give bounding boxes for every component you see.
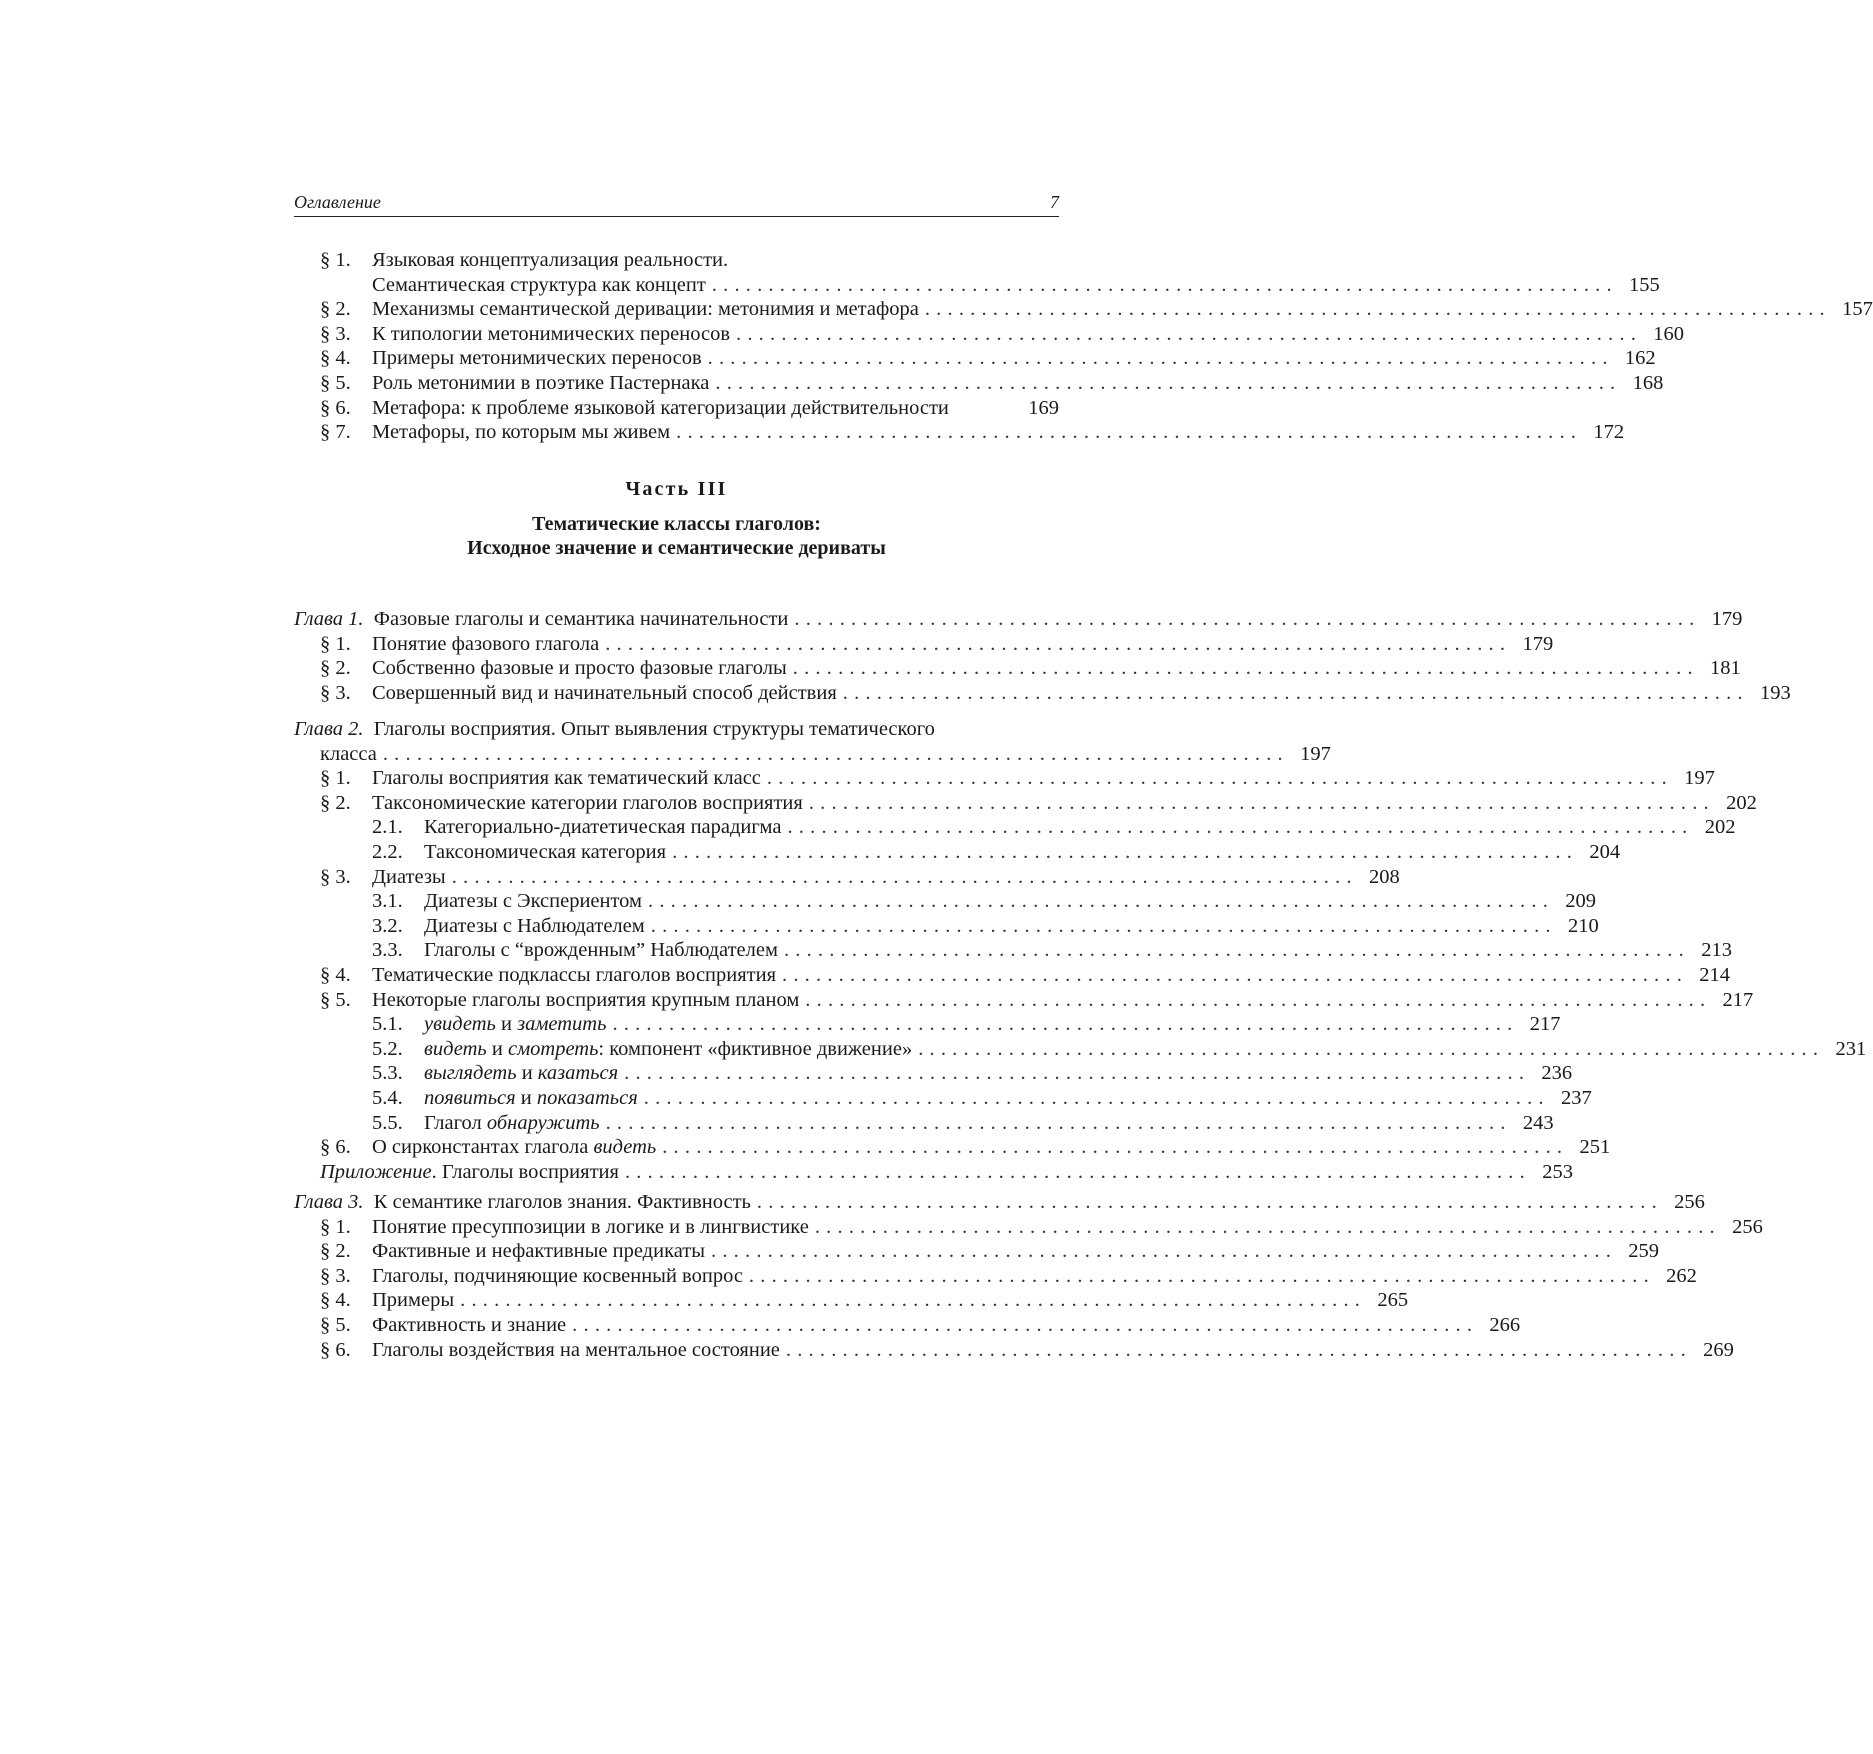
dot-leader: ................................................................................ bbox=[676, 421, 1583, 444]
entry-title-verb1: появиться bbox=[424, 1086, 516, 1109]
entry-title-verb: обнаружить bbox=[486, 1111, 600, 1134]
toc-chapter-2 bbox=[294, 717, 1867, 1184]
toc-entry[interactable] bbox=[294, 396, 1059, 421]
dot-leader: ................................................................................ bbox=[785, 1338, 1692, 1361]
dot-leader: ................................................................................ bbox=[766, 767, 1673, 790]
entry-number: § 3. bbox=[320, 681, 351, 704]
entry-title-verb1: увидеть bbox=[424, 1013, 496, 1036]
entry-page: 168 bbox=[1632, 371, 1664, 394]
entry-title: Метафора: к проблеме языковой категоризации действительности bbox=[372, 396, 949, 419]
entry-number: § 5. bbox=[320, 371, 351, 394]
toc-entry[interactable] bbox=[294, 297, 1873, 322]
toc-entry[interactable] bbox=[294, 681, 1791, 706]
dot-leader: ................................................................................ bbox=[605, 632, 1512, 655]
entry-title-verb2: казаться bbox=[537, 1062, 619, 1085]
toc-subentry[interactable] bbox=[294, 914, 1599, 939]
toc-page bbox=[294, 190, 1873, 1361]
entry-number: § 2. bbox=[320, 791, 351, 814]
dot-leader: ................................................................................ bbox=[605, 1111, 1512, 1134]
toc-entry[interactable] bbox=[294, 1135, 1611, 1160]
toc-entry[interactable] bbox=[294, 791, 1757, 816]
entry-title: Диатезы с Экспериентом bbox=[424, 890, 643, 913]
entry-title: Глаголы восприятия как тематический класс bbox=[372, 767, 761, 790]
dot-leader: ................................................................................ bbox=[624, 1062, 1531, 1085]
entry-page: 208 bbox=[1368, 865, 1400, 888]
entry-title: Глаголы, подчиняющие косвенный вопрос bbox=[372, 1264, 743, 1287]
entry-title: Категориально-диатетическая парадигма bbox=[424, 816, 782, 839]
entry-title: Понятие пресуппозиции в логике и в лингвистике bbox=[372, 1215, 809, 1238]
toc-entry[interactable] bbox=[294, 1338, 1734, 1363]
entry-number: § 4. bbox=[320, 963, 351, 986]
toc-entry[interactable] bbox=[294, 322, 1685, 347]
toc-subentry[interactable] bbox=[294, 889, 1597, 914]
entry-title: Фактивность и знание bbox=[372, 1313, 567, 1336]
chapter-entry[interactable] bbox=[294, 717, 1059, 742]
dot-leader: ................................................................................ bbox=[662, 1136, 1569, 1159]
dot-leader: ................................................................................ bbox=[794, 608, 1701, 630]
entry-number: 3.2. bbox=[372, 914, 403, 937]
toc-entry[interactable] bbox=[294, 865, 1400, 890]
entry-title-line1: Языковая концептуализация реальности. bbox=[372, 249, 729, 271]
chapter-title: Глаголы восприятия. Опыт выявления структуры тематического bbox=[373, 718, 935, 740]
toc-entry[interactable] bbox=[294, 963, 1731, 988]
entry-page: 269 bbox=[1703, 1338, 1734, 1361]
entry-number: § 2. bbox=[320, 657, 351, 680]
entry-number: § 7. bbox=[320, 421, 351, 444]
toc-entry[interactable] bbox=[294, 1264, 1697, 1289]
entry-title-rest: : компонент «фиктивное движение» bbox=[598, 1037, 913, 1060]
entry-number: 2.2. bbox=[372, 840, 403, 863]
toc-entry[interactable] bbox=[294, 248, 1059, 273]
entry-page: 265 bbox=[1377, 1289, 1409, 1312]
toc-chapter-1 bbox=[294, 607, 1791, 705]
dot-leader: ................................................................................ bbox=[460, 1289, 1367, 1312]
entry-page: 193 bbox=[1760, 681, 1791, 704]
entry-title-verb2: смотреть bbox=[507, 1037, 599, 1060]
entry-title: Роль метонимии в поэтике Пастернака bbox=[372, 371, 710, 394]
toc-subentry[interactable] bbox=[294, 1012, 1561, 1037]
dot-leader: ................................................................................ bbox=[783, 939, 1690, 962]
entry-page: 204 bbox=[1589, 840, 1621, 863]
entry-title-conj: и bbox=[486, 1037, 508, 1060]
toc-entry[interactable] bbox=[294, 1215, 1763, 1240]
entry-page: 160 bbox=[1653, 322, 1685, 345]
entry-title-verb1: выглядеть bbox=[424, 1062, 517, 1085]
entry-title-conj: и bbox=[495, 1013, 518, 1036]
toc-entry[interactable] bbox=[294, 988, 1754, 1013]
entry-number: § 1. bbox=[320, 249, 351, 271]
entry-number: § 5. bbox=[320, 988, 351, 1011]
toc-entry[interactable] bbox=[294, 1313, 1521, 1338]
entry-title-verb2: заметить bbox=[517, 1013, 607, 1036]
entry-number: 5.1. bbox=[372, 1013, 403, 1036]
entry-page: 266 bbox=[1489, 1313, 1521, 1336]
part-title-line2: Исходное значение и семантические дериваты bbox=[467, 537, 886, 559]
entry-title: Семантическая структура как концепт bbox=[372, 273, 706, 296]
entry-title: Тематические подклассы глаголов восприятия bbox=[372, 963, 777, 986]
entry-title-verb1: видеть bbox=[424, 1037, 487, 1060]
entry-title: Механизмы семантической деривации: метонимия и метафора bbox=[372, 298, 919, 321]
chapter-entry[interactable] bbox=[294, 1190, 1705, 1215]
toc-entry[interactable] bbox=[294, 656, 1741, 681]
entry-number: 3.3. bbox=[372, 939, 403, 962]
chapter-entry-cont[interactable] bbox=[294, 742, 1331, 767]
chapter-label: Глава 1. bbox=[294, 608, 364, 630]
chapter-page: 256 bbox=[1674, 1191, 1705, 1213]
toc-subentry[interactable] bbox=[294, 1111, 1554, 1136]
entry-page: 213 bbox=[1701, 939, 1732, 962]
entry-number: § 4. bbox=[320, 347, 351, 370]
dot-leader: ................................................................................ bbox=[572, 1313, 1479, 1336]
entry-number: § 3. bbox=[320, 322, 351, 345]
toc-entry[interactable] bbox=[294, 346, 1656, 371]
dot-leader: ................................................................................ bbox=[672, 840, 1579, 863]
chapter-label: Глава 3. bbox=[294, 1191, 364, 1213]
entry-number: § 3. bbox=[320, 1264, 351, 1287]
entry-title: Глаголы воздействия на ментальное состояние bbox=[372, 1338, 780, 1361]
entry-title: К типологии метонимических переносов bbox=[372, 322, 731, 345]
entry-number: 5.3. bbox=[372, 1062, 403, 1085]
entry-title: Таксономические категории глаголов восприятия bbox=[372, 791, 803, 814]
chapter-page: 179 bbox=[1711, 608, 1743, 630]
entry-title: Совершенный вид и начинательный способ действия bbox=[372, 681, 837, 704]
toc-chapter-3 bbox=[294, 1190, 1763, 1362]
dot-leader: ................................................................................ bbox=[382, 742, 1289, 765]
dot-leader: ................................................................................ bbox=[711, 273, 1618, 296]
entry-title-text: О сирконстантах глагола bbox=[372, 1136, 594, 1159]
entry-title: Примеры bbox=[372, 1289, 455, 1312]
toc-entry[interactable] bbox=[294, 1288, 1409, 1313]
chapter-title-cont: класса bbox=[320, 742, 377, 765]
toc-subentry[interactable] bbox=[294, 1061, 1573, 1086]
dot-leader: ................................................................................ bbox=[756, 1191, 1663, 1213]
dot-leader: ................................................................................ bbox=[707, 347, 1614, 370]
entry-page: 217 bbox=[1722, 988, 1754, 1011]
entry-title: Понятие фазового глагола bbox=[372, 632, 600, 655]
entry-title: Метафоры, по которым мы живем bbox=[372, 421, 671, 444]
entry-page: 237 bbox=[1561, 1086, 1592, 1109]
dot-leader: ................................................................................ bbox=[711, 1240, 1618, 1263]
toc-part2-tail bbox=[294, 248, 1873, 445]
entry-page: 214 bbox=[1699, 963, 1731, 986]
dot-leader: ................................................................................ bbox=[715, 371, 1622, 394]
dot-leader: ................................................................................ bbox=[814, 1215, 1721, 1238]
entry-title-verb2: показаться bbox=[536, 1086, 638, 1109]
chapter-entry[interactable] bbox=[294, 607, 1743, 632]
entry-title: Примеры метонимических переносов bbox=[372, 347, 702, 370]
toc-entry[interactable] bbox=[294, 632, 1554, 657]
chapter-title: Фазовые глаголы и семантика начинательности bbox=[373, 608, 789, 630]
running-head-title: Оглавление bbox=[294, 192, 381, 212]
entry-page: 155 bbox=[1629, 273, 1660, 296]
dot-leader: ................................................................................ bbox=[805, 988, 1712, 1011]
toc-entry[interactable] bbox=[294, 371, 1664, 396]
entry-title: Некоторые глаголы восприятия крупным планом bbox=[372, 988, 800, 1011]
entry-page: 231 bbox=[1835, 1037, 1867, 1060]
dot-leader: ................................................................................ bbox=[736, 322, 1643, 345]
entry-title: Фактивные и нефактивные предикаты bbox=[372, 1240, 706, 1263]
entry-page: 251 bbox=[1579, 1136, 1611, 1159]
toc-appendix-entry[interactable] bbox=[294, 1160, 1573, 1185]
entry-number: § 2. bbox=[320, 298, 351, 321]
dot-leader: ................................................................................ bbox=[451, 865, 1358, 888]
entry-page: 172 bbox=[1593, 421, 1625, 444]
entry-page: 179 bbox=[1522, 632, 1554, 655]
toc-entry[interactable] bbox=[294, 1239, 1660, 1264]
running-head-page-number: 7 bbox=[1050, 192, 1059, 212]
dot-leader: ................................................................................ bbox=[624, 1160, 1531, 1183]
entry-number: 2.1. bbox=[372, 816, 403, 839]
part-title-line1: Тематические классы глаголов: bbox=[532, 513, 821, 535]
entry-number: § 6. bbox=[320, 1338, 351, 1361]
dot-leader: ................................................................................ bbox=[924, 298, 1831, 321]
dot-leader: ................................................................................ bbox=[650, 914, 1557, 937]
entry-number: § 1. bbox=[320, 632, 351, 655]
entry-title: Диатезы с Наблюдателем bbox=[424, 914, 645, 937]
entry-number: 5.4. bbox=[372, 1086, 403, 1109]
entry-number: 5.5. bbox=[372, 1111, 403, 1134]
entry-number: § 6. bbox=[320, 396, 351, 419]
entry-page: 169 bbox=[1028, 396, 1059, 419]
dot-leader: ................................................................................ bbox=[787, 816, 1694, 839]
entry-page: 181 bbox=[1710, 657, 1741, 680]
dot-leader: ................................................................................ bbox=[643, 1086, 1550, 1109]
entry-title-conj: и bbox=[515, 1086, 537, 1109]
chapter-title: К семантике глаголов знания. Фактивность bbox=[373, 1191, 751, 1213]
entry-title: Собственно фазовые и просто фазовые глаголы bbox=[372, 657, 787, 680]
part-label: Часть III bbox=[625, 478, 728, 500]
entry-number: 5.2. bbox=[372, 1037, 403, 1060]
toc-entry[interactable] bbox=[294, 766, 1715, 791]
entry-page: 253 bbox=[1542, 1160, 1573, 1183]
toc-entry-cont[interactable] bbox=[294, 273, 1660, 298]
entry-number: § 2. bbox=[320, 1240, 351, 1263]
entry-page: 262 bbox=[1666, 1264, 1697, 1287]
entry-page: 217 bbox=[1529, 1013, 1561, 1036]
entry-title-conj: и bbox=[516, 1062, 538, 1085]
dot-leader: ................................................................................ bbox=[748, 1264, 1655, 1287]
entry-page: 236 bbox=[1541, 1062, 1573, 1085]
dot-leader: ................................................................................ bbox=[612, 1013, 1519, 1036]
chapter-label: Глава 2. bbox=[294, 718, 364, 740]
toc-entry[interactable] bbox=[294, 420, 1625, 445]
toc-subentry[interactable] bbox=[294, 840, 1621, 865]
entry-page: 210 bbox=[1568, 914, 1599, 937]
toc-subentry[interactable] bbox=[294, 815, 1736, 840]
entry-page: 162 bbox=[1624, 347, 1656, 370]
entry-number: § 1. bbox=[320, 767, 351, 790]
entry-page: 202 bbox=[1726, 791, 1757, 814]
entry-page: 256 bbox=[1732, 1215, 1763, 1238]
entry-title-verb: видеть bbox=[593, 1136, 657, 1159]
entry-number: § 6. bbox=[320, 1136, 351, 1159]
dot-leader: ................................................................................ bbox=[842, 681, 1749, 704]
entry-number: § 4. bbox=[320, 1289, 351, 1312]
dot-leader: ................................................................................ bbox=[808, 791, 1715, 814]
entry-number: 3.1. bbox=[372, 890, 403, 913]
entry-title: Глаголы с “врожденным” Наблюдателем bbox=[424, 939, 778, 962]
entry-page: 202 bbox=[1704, 816, 1736, 839]
entry-page: 157 bbox=[1842, 298, 1873, 321]
entry-number: § 3. bbox=[320, 865, 351, 888]
entry-title-text: Глагол bbox=[424, 1111, 487, 1134]
entry-page: 259 bbox=[1628, 1240, 1660, 1263]
dot-leader: ................................................................................ bbox=[792, 657, 1699, 680]
appendix-label: Приложение bbox=[320, 1160, 432, 1183]
entry-page: 209 bbox=[1565, 890, 1597, 913]
dot-leader: ................................................................................ bbox=[648, 890, 1555, 913]
entry-page: 243 bbox=[1522, 1111, 1554, 1134]
dot-leader: ................................................................................ bbox=[782, 963, 1689, 986]
entry-number: § 5. bbox=[320, 1313, 351, 1336]
entry-page: 197 bbox=[1684, 767, 1715, 790]
running-head bbox=[294, 190, 1059, 217]
entry-number: § 1. bbox=[320, 1215, 351, 1238]
toc-subentry[interactable] bbox=[294, 938, 1732, 963]
appendix-title: . Глаголы восприятия bbox=[431, 1160, 619, 1183]
entry-title: Диатезы bbox=[372, 865, 446, 888]
chapter-page: 197 bbox=[1300, 742, 1331, 765]
entry-title: Таксономическая категория bbox=[424, 840, 667, 863]
toc-subentry[interactable] bbox=[294, 1037, 1867, 1062]
dot-leader: ................................................................................ bbox=[918, 1037, 1825, 1060]
toc-subentry[interactable] bbox=[294, 1086, 1592, 1111]
